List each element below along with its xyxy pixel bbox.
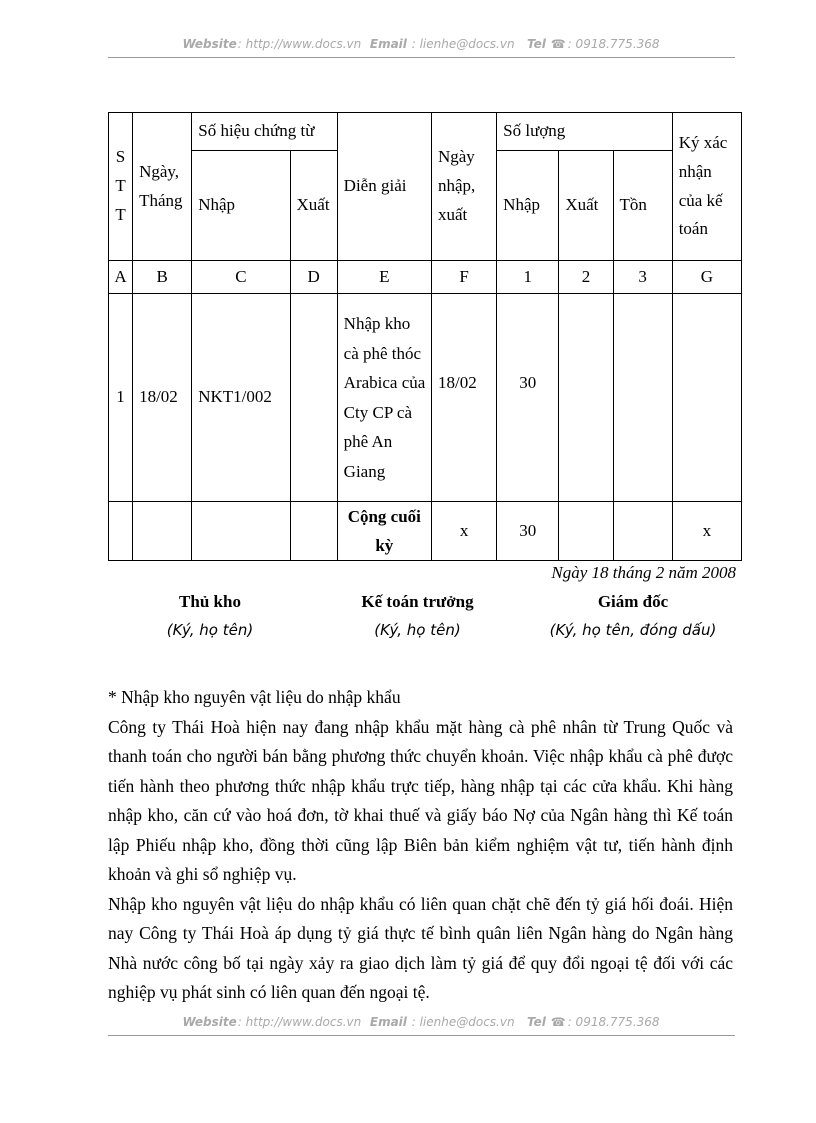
total-label: Cộng cuối kỳ (337, 502, 431, 561)
signature-giam-doc (538, 592, 728, 639)
row1-so-xuat (290, 294, 337, 502)
row1-sl-nhap: 30 (497, 294, 559, 502)
code-cell: 1 (497, 261, 559, 294)
footer-tel-value: : 0918.775.368 (567, 1015, 660, 1029)
footer-website-label: Website (182, 1015, 237, 1029)
row1-ngay: 18/02 (133, 294, 192, 502)
phone-icon: ☎ (550, 1015, 566, 1029)
signature-ke-toan-truong (340, 592, 495, 639)
header-ngay-thang: Ngày, Tháng (133, 113, 192, 261)
total-ngay-nhap-xuat: x (431, 502, 496, 561)
row1-ky (672, 294, 741, 502)
date-line: Ngày 18 tháng 2 năm 2008 (551, 563, 736, 582)
header-so-hieu-nhap: Nhập (192, 151, 290, 261)
code-cell: C (192, 261, 290, 294)
row1-stt: 1 (109, 294, 133, 502)
page-footer (108, 1015, 735, 1036)
code-cell: 2 (559, 261, 613, 294)
row1-ngay-nhap-xuat: 18/02 (431, 294, 496, 502)
header-dien-giai: Diễn giải (337, 113, 431, 261)
inventory-ledger-table (108, 112, 742, 561)
footer-website-link[interactable]: : http://www.docs.vn (237, 1015, 362, 1029)
row1-so-nhap: NKT1/002 (192, 294, 290, 502)
signature-title: Thủ kho (179, 592, 241, 611)
row1-sl-xuat (559, 294, 613, 502)
section-heading: * Nhập kho nguyên vật liệu do nhập khẩu (108, 687, 401, 707)
signature-sub: (Ký, họ tên, đóng dấu) (549, 621, 717, 639)
signature-sub: (Ký, họ tên) (166, 621, 254, 639)
footer-tel-label: Tel (527, 1015, 546, 1029)
body-text (108, 683, 733, 1008)
phone-icon: ☎ (550, 37, 566, 51)
code-cell: F (431, 261, 496, 294)
code-cell: 3 (613, 261, 672, 294)
paragraph: Nhập kho nguyên vật liệu do nhập khẩu có liên quan chặt chẽ đến tỷ giá hối đoái. Hiện nay Công ty Thái Hoà áp dụng tỷ giá thực tế bình quân liên Ngân hàng do Ngân hàng Nhà nước công bố tại ngày xảy ra giao dịch làm tỷ giá để quy đổi ngoại tệ đối với các nghiệp vụ phát sinh có liên quan đến ngoại tệ. (108, 893, 733, 1002)
header-website-label: Website (182, 37, 237, 51)
signature-thu-kho (150, 592, 270, 639)
header-stt: S T T (109, 113, 133, 261)
signature-title: Giám đốc (597, 592, 669, 611)
header-tel-label: Tel (527, 37, 546, 51)
page-header (108, 37, 735, 58)
code-cell: A (109, 261, 133, 294)
header-sl-ton: Tồn (613, 151, 672, 261)
header-sl-xuat: Xuất (559, 151, 613, 261)
header-tel-value: : 0918.775.368 (567, 37, 660, 51)
total-ky: x (672, 502, 741, 561)
header-so-luong: Số lượng (497, 113, 673, 151)
code-cell: E (337, 261, 431, 294)
total-row (109, 502, 742, 561)
table-row (109, 294, 742, 502)
header-email-link[interactable]: : lienhe@docs.vn (411, 37, 515, 51)
header-sl-nhap: Nhập (497, 151, 559, 261)
code-cell: D (290, 261, 337, 294)
header-ky-xac-nhan: Ký xác nhận của kế toán (672, 113, 741, 261)
header-ngay-nhap-xuat: Ngày nhập, xuất (431, 113, 496, 261)
code-cell: B (133, 261, 192, 294)
signature-sub: (Ký, họ tên) (374, 621, 461, 639)
header-so-hieu-chung-tu: Số hiệu chứng từ (192, 113, 337, 151)
paragraph: Công ty Thái Hoà hiện nay đang nhập khẩu mặt hàng cà phê nhân từ Trung Quốc và thanh toán cho người bán bằng phương thức chuyển khoản. Việc nhập khẩu cà phê được tiến hành theo phương thức nhập khẩu trực tiếp, hàng nhập tại các cửa khẩu. Khi hàng nhập kho, căn cứ vào hoá đơn, tờ khai thuế và giấy báo Nợ của Ngân hàng thì Kế toán lập Phiếu nhập kho, đồng thời cũng lập Biên bản kiểm nghiệm vật tư, tiến hành định khoản và ghi sổ nghiệp vụ. (108, 716, 733, 884)
footer-email-link[interactable]: : lienhe@docs.vn (411, 1015, 515, 1029)
total-sl-nhap: 30 (497, 502, 559, 561)
footer-email-label: Email (369, 1015, 407, 1029)
header-website-link[interactable]: : http://www.docs.vn (237, 37, 362, 51)
signature-title: Kế toán trưởng (361, 592, 474, 611)
header-so-hieu-xuat: Xuất (290, 151, 337, 261)
code-cell: G (672, 261, 741, 294)
header-email-label: Email (369, 37, 407, 51)
row1-dien-giai: Nhập kho cà phê thóc Arabica của Cty CP cà phê An Giang (337, 294, 431, 502)
row1-sl-ton (613, 294, 672, 502)
